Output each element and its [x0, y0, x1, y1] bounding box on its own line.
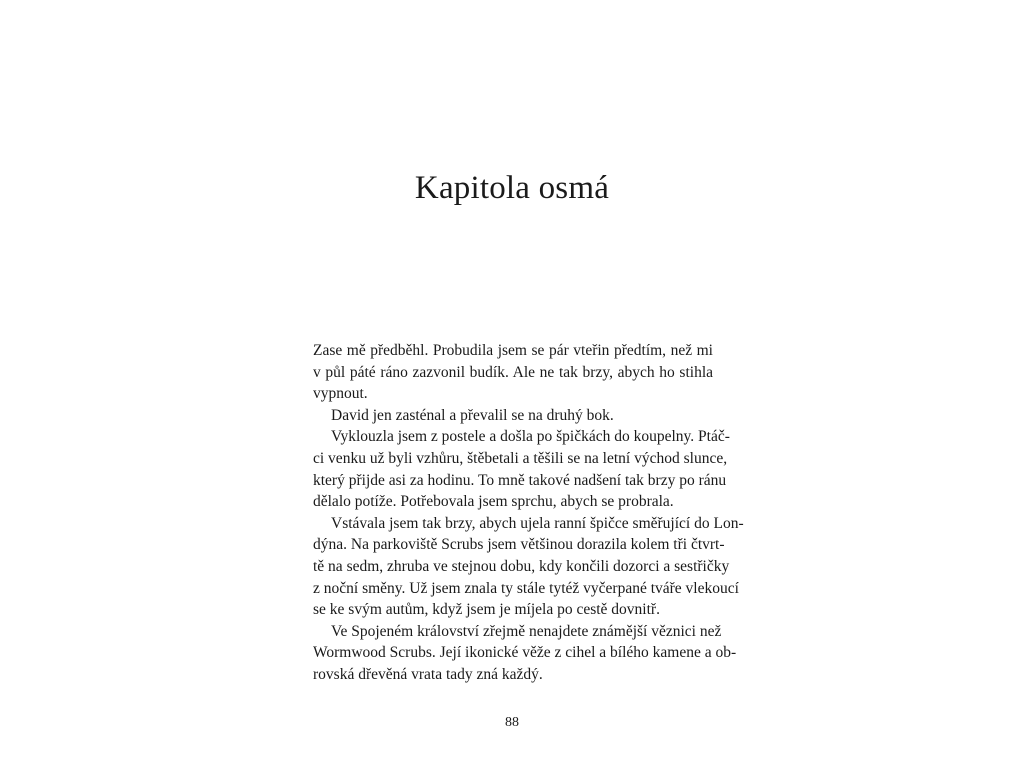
paragraph-2	[313, 405, 713, 427]
body-text	[313, 340, 744, 686]
text-line: ci venku už byli vzhůru, štěbetali a těšili se na letní východ slunce,	[313, 449, 728, 467]
paragraph-5	[313, 621, 737, 686]
text-line: rovská dřevěná vrata tady zná každý.	[313, 665, 543, 683]
text-line: Vyklouzla jsem z postele a došla po špičkách do koupelny. Ptáč-	[331, 428, 730, 446]
text-line: dělalo potíže. Potřebovala jsem sprchu, abych se probrala.	[313, 493, 674, 511]
paragraph-3	[313, 426, 730, 512]
text-line: z noční směny. Už jsem znala ty stále tytéž vyčerpané tváře vlekoucí	[313, 579, 739, 597]
text-line: se ke svým autům, když jsem je míjela po cestě dovnitř.	[313, 601, 660, 619]
text-line: David jen zasténal a převalil se na druhý bok.	[331, 406, 614, 424]
text-line: dýna. Na parkoviště Scrubs jsem většinou dorazila kolem tři čtvrt-	[313, 536, 725, 554]
paragraph-4	[313, 513, 744, 621]
paragraph-1	[313, 340, 713, 405]
text-line: který přijde asi za hodinu. To mně takové nadšení tak brzy po ránu	[313, 471, 727, 489]
text-line: Vstávala jsem tak brzy, abych ujela ranní špičce směřující do Lon-	[331, 514, 744, 532]
text-line: v půl páté ráno zazvonil budík. Ale ne tak brzy, abych ho stihla	[313, 363, 713, 381]
text-line: Zase mě předběhl. Probudila jsem se pár vteřin předtím, než mi	[313, 342, 713, 359]
text-line: Wormwood Scrubs. Její ikonické věže z cihel a bílého kamene a ob-	[313, 644, 737, 662]
chapter-title: Kapitola osmá	[414, 170, 610, 206]
text-line: vypnout.	[313, 385, 368, 403]
text-line: tě na sedm, zhruba ve stejnou dobu, kdy končili dozorci a sestřičky	[313, 557, 730, 575]
text-line: Ve Spojeném království zřejmě nenajdete známější věznici než	[331, 622, 722, 640]
page-number: 88	[505, 715, 519, 730]
